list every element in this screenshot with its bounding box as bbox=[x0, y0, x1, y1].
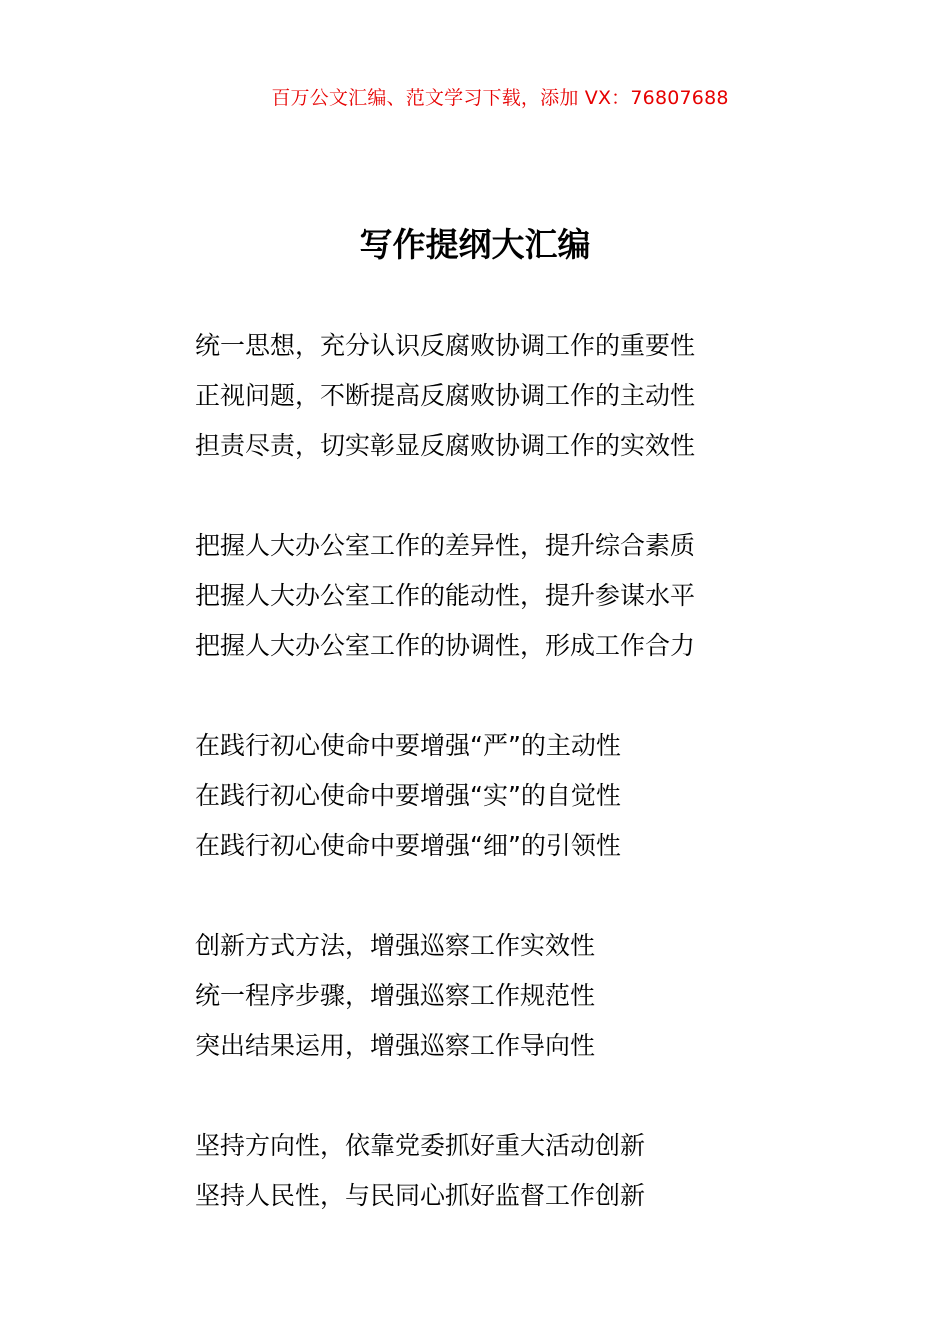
outline-line: 把握人大办公室工作的能动性，提升参谋水平 bbox=[195, 581, 696, 610]
outline-group-2 bbox=[195, 521, 915, 671]
outline-line: 坚持方向性，依靠党委抓好重大活动创新 bbox=[195, 1131, 646, 1160]
outline-group-1 bbox=[195, 321, 915, 471]
outline-line: 把握人大办公室工作的协调性，形成工作合力 bbox=[195, 631, 696, 660]
outline-line: 统一程序步骤，增强巡察工作规范性 bbox=[195, 981, 596, 1010]
outline-line: 统一思想，充分认识反腐败协调工作的重要性 bbox=[195, 331, 696, 360]
outline-line: 正视问题，不断提高反腐败协调工作的主动性 bbox=[195, 381, 696, 410]
outline-line: 在践行初心使命中要增强“细”的引领性 bbox=[195, 831, 621, 860]
outline-line: 把握人大办公室工作的差异性，提升综合素质 bbox=[195, 531, 696, 560]
outline-line: 突出结果运用，增强巡察工作导向性 bbox=[195, 1031, 596, 1060]
header-promo-note: 百万公文汇编、范文学习下载，添加 VX：76807688 bbox=[271, 87, 729, 109]
outline-line: 在践行初心使命中要增强“实”的自觉性 bbox=[195, 781, 621, 810]
outline-line: 坚持人民性，与民同心抓好监督工作创新 bbox=[195, 1181, 646, 1210]
outline-line: 在践行初心使命中要增强“严”的主动性 bbox=[195, 731, 621, 760]
outline-line: 担责尽责，切实彰显反腐败协调工作的实效性 bbox=[195, 431, 696, 460]
outline-body bbox=[195, 321, 915, 1271]
page-title: 写作提纲大汇编 bbox=[359, 225, 591, 264]
outline-group-3 bbox=[195, 721, 915, 871]
outline-group-4 bbox=[195, 921, 915, 1071]
outline-group-5 bbox=[195, 1121, 915, 1221]
outline-line: 创新方式方法，增强巡察工作实效性 bbox=[195, 931, 596, 960]
